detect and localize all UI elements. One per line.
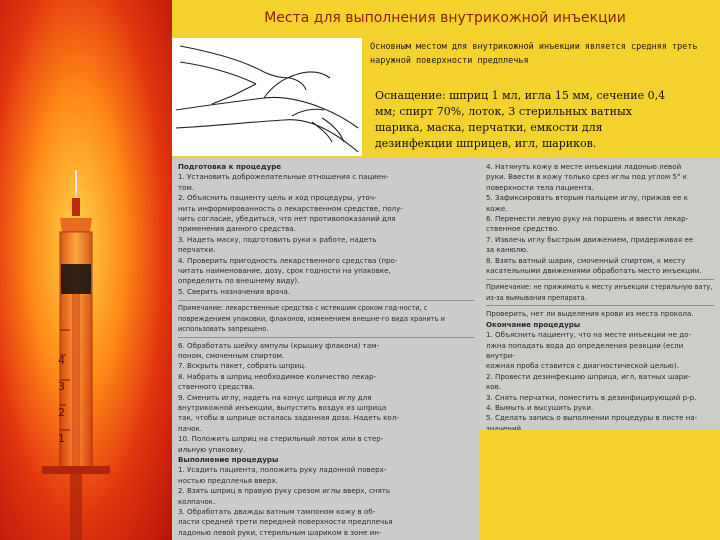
scan-line: ностью предплечья вверх. xyxy=(178,475,278,485)
scale-mark: 3 xyxy=(58,380,65,393)
scale-marks xyxy=(58,348,65,452)
hand-injection-icon xyxy=(172,38,362,156)
scan-line: ственное средство. xyxy=(486,224,560,234)
scan-line: лжна попадать вода до определения реакции (если внутри- xyxy=(486,340,684,360)
scan-line: ласти средней трети передней поверхности предплечья xyxy=(178,517,393,527)
scan-line: внутрикожной инъекции, выпустить воздух из шприца xyxy=(178,402,387,412)
scan-line: коже. xyxy=(486,203,508,213)
scan-line: 4. Вымыть и высушить руки. xyxy=(486,402,594,412)
scan-line: поном, смоченным спиртом. xyxy=(178,350,285,360)
decorative-panel xyxy=(0,0,172,540)
scan-line: 2. Взять шприц в правую руку срезом иглы вверх, снять xyxy=(178,486,391,496)
scan-line: применения данного средства. xyxy=(178,224,296,234)
scan-line: 2. Объяснить пациенту цель и ход процедуры, уточ- xyxy=(178,193,377,203)
scan-line: поверхности тела пациента. xyxy=(486,182,594,192)
scan-line: 10. Положить шприц на стерильный лоток или в стер- xyxy=(178,434,384,444)
scan-line: касательными движениями обработать место инъекции. xyxy=(486,266,702,276)
scan-line: Проверить, нет ли выделения крови из места прокола. xyxy=(486,309,694,319)
scan-line: руки. Ввести в кожу только срез иглы под углом 5° к xyxy=(486,172,688,182)
scale-mark: 2 xyxy=(58,406,65,419)
scan-line: 3. Снять перчатки, поместить в дезинфицирующий р-р. xyxy=(486,392,697,402)
scan-line: перчатки. xyxy=(178,245,216,255)
scan-line: ков. xyxy=(486,382,502,392)
scan-line: 4. Натянуть кожу в месте инъекции ладонью левой xyxy=(486,162,682,171)
scan-line: 6. Перенести левую руку на поршень и ввести лекар- xyxy=(486,214,689,224)
injection-illustration xyxy=(172,38,362,156)
scan-line: колпачок. xyxy=(178,496,216,506)
scan-line: значений. xyxy=(486,423,524,430)
scan-line: 6. Обработать шейку ампулы (крышку флакона) там- xyxy=(178,340,380,350)
scan-line: нить информированность о лекарственном средстве, полу- xyxy=(178,203,403,213)
scan-line: за канюлю. xyxy=(486,245,529,255)
slide-title: Места для выполнения внутрикожной инъекции xyxy=(264,10,626,26)
scan-line: Подготовка к процедуре xyxy=(178,162,282,171)
scan-line: 9. Сменить иглу, надеть на конус шприца иглу для xyxy=(178,392,372,402)
scan-line: том. xyxy=(178,182,195,192)
scan-line: 7. Вскрыть пакет, собрать шприц. xyxy=(178,361,307,371)
scan-note: Примечание: лекарственные средства с истекшим сроком год-ности, с повреждением упаковки, флаконов, изменением внешне-го вида хранить и использовать запрещено. xyxy=(178,300,474,337)
syringe-icon xyxy=(0,0,172,540)
scan-line: 5. Зафиксировать вторым пальцем иглу, прижав ее к xyxy=(486,193,688,203)
scan-line: 7. Извлечь иглу быстрым движением, придерживая ее xyxy=(486,234,694,244)
injection-site-caption: Основным местом для внутрикожной инъекции является средняя треть наружной поверхности предплечья xyxy=(370,42,698,66)
scan-line: 3. Обработать дважды ватным тампоном кожу в об- xyxy=(178,507,376,516)
scan-line: ладонью левой руки, стерильным шариком в зоне ин- xyxy=(178,527,382,537)
scan-line: кожная проба ставится с диагностической целью). xyxy=(486,361,679,371)
equipment-list: Оснащение: шприц 1 мл, игла 15 мм, сечение 0,4 мм; спирт 70%, лоток, 3 стерильных ватных шарика, маска, перчатки, емкости для дезинфекции шприцев, игл, шариков. xyxy=(375,89,666,150)
scan-line: 3. Надеть маску, подготовить руки к работе, надеть xyxy=(178,234,377,244)
scan-line: Окончание процедуры xyxy=(486,319,581,329)
scan-line: ственного средства. xyxy=(178,382,256,392)
scan-line: пачок. xyxy=(178,423,203,433)
scan-line: так, чтобы в шприце осталась заданная доза. Надеть кол- xyxy=(178,413,399,423)
scale-mark: 4 xyxy=(58,354,65,367)
scan-line: 4. Проверить пригодность лекарственного средства (про- xyxy=(178,255,398,265)
procedure-scan-right xyxy=(480,158,720,430)
scan-line: 8. Взять ватный шарик, смоченный спиртом, к месту xyxy=(486,255,686,265)
scan-note: Примечание: не прижимать к месту инъекции стерильную вату, из-за вымывания препарата. xyxy=(486,279,714,306)
scan-line: ильную упаковку. xyxy=(178,444,246,454)
scan-line: Выполнение процедуры xyxy=(178,454,279,464)
procedure-scan-left xyxy=(172,158,480,540)
scan-line: 1. Установить доброжелательные отношения с пациен- xyxy=(178,172,389,182)
scan-line: чить согласие, убедиться, что нет противопоказаний для xyxy=(178,214,396,224)
scan-line: 8. Набрать в шприц необходимое количество лекар- xyxy=(178,371,377,381)
scale-mark: 1 xyxy=(58,432,65,445)
scan-line: определить по внешнему виду). xyxy=(178,276,300,286)
scan-line: 2. Провести дезинфекцию шприца, игл, ватных шари- xyxy=(486,371,691,381)
scan-line: читать наименование, дозу, срок годности на упаковке, xyxy=(178,266,391,276)
scan-line: 5. Сделать запись о выполнении процедуры в листе на- xyxy=(486,413,698,423)
scan-line: 1. Объяснить пациенту, что на месте инъекции не до- xyxy=(486,330,692,340)
scan-line: 5. Сверить назначения врача. xyxy=(178,286,291,296)
scan-line: 1. Усадить пациента, положить руку ладонной поверх- xyxy=(178,465,387,475)
